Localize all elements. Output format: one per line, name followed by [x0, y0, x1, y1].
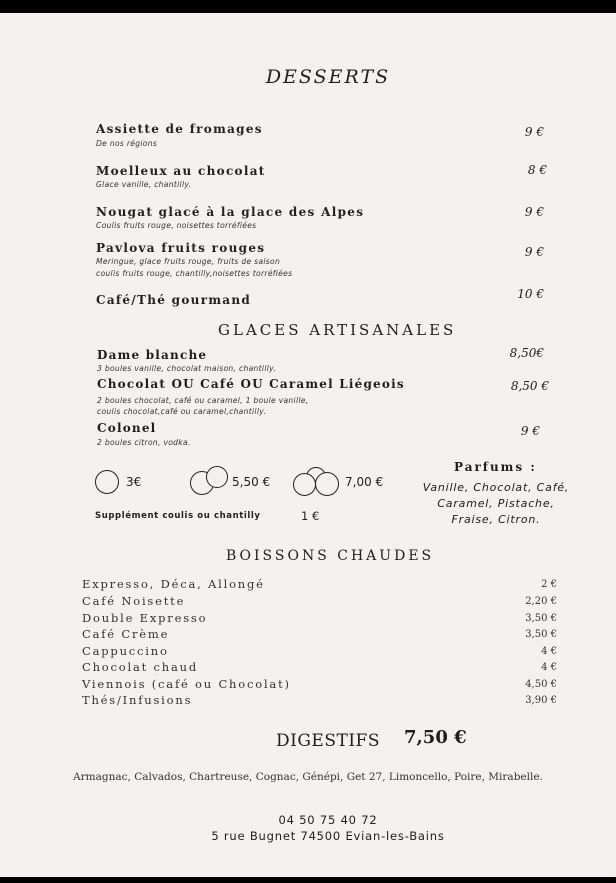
dessert-price: 9 € — [524, 125, 544, 139]
drink-name: Cappuccino — [82, 644, 169, 658]
boissons-title: BOISSONS CHAUDES — [226, 548, 435, 564]
parfums-line: Fraise, Citron. — [451, 513, 541, 526]
dessert-desc: Coulis fruits rouge, noisettes torréfiées — [96, 221, 257, 230]
dessert-name: Assiette de fromages — [96, 122, 263, 136]
drink-price: 2,20 € — [525, 596, 557, 607]
glace-name: Dame blanche — [97, 348, 208, 362]
contact-phone: 04 50 75 40 72 — [278, 813, 378, 827]
scoop-price: 3€ — [126, 475, 142, 489]
dessert-price: 8 € — [527, 163, 547, 177]
drink-price: 2 € — [541, 579, 557, 590]
drink-price: 3,90 € — [525, 695, 557, 706]
dessert-desc: Meringue, glace fruits rouge, fruits de saison — [96, 257, 281, 266]
dessert-price: 10 € — [517, 287, 544, 301]
glace-name: Colonel — [97, 421, 157, 435]
drink-price: 4,50 € — [525, 679, 557, 690]
digestifs-price: 7,50 € — [404, 727, 467, 748]
drink-name: Expresso, Déca, Allongé — [82, 577, 265, 591]
glace-desc: 2 boules citron, vodka. — [97, 438, 191, 447]
glace-desc: coulis chocolat,café ou caramel,chantilly. — [97, 407, 267, 416]
parfums-line: Caramel, Pistache, — [437, 497, 555, 510]
dessert-desc: Glace vanille, chantilly. — [96, 180, 192, 189]
scoop-price: 7,00 € — [345, 475, 384, 489]
dessert-name: Pavlova fruits rouges — [96, 241, 266, 255]
drink-name: Viennois (café ou Chocolat) — [82, 677, 291, 691]
drink-name: Café Noisette — [82, 594, 186, 608]
drink-name: Thés/Infusions — [82, 693, 193, 707]
top-border — [0, 0, 616, 13]
digestifs-list: Armagnac, Calvados, Chartreuse, Cognac, Génépi, Get 27, Limoncello, Poire, Mirabelle. — [73, 771, 543, 783]
dessert-name: Nougat glacé à la glace des Alpes — [96, 205, 365, 219]
drink-price: 3,50 € — [525, 613, 557, 624]
glace-price: 8,50 € — [510, 379, 549, 393]
supplement-label: Supplément coulis ou chantilly — [95, 511, 261, 521]
glace-name: Chocolat OU Café OU Caramel Liégeois — [97, 377, 405, 391]
drink-price: 4 € — [541, 662, 557, 673]
drink-price: 3,50 € — [525, 629, 557, 640]
digestifs-title: DIGESTIFS — [276, 731, 380, 751]
glace-desc: 3 boules vanille, chocolat maison, chantilly. — [97, 364, 277, 373]
parfums-title: Parfums : — [454, 460, 537, 474]
scoop-price: 5,50 € — [232, 475, 271, 489]
glace-price: 9 € — [520, 424, 540, 438]
drink-name: Chocolat chaud — [82, 660, 198, 674]
drink-price: 4 € — [541, 646, 557, 657]
glace-desc: 2 boules chocolat, café ou caramel, 1 boule vanille, — [97, 396, 309, 405]
drink-name: Double Expresso — [82, 611, 208, 625]
dessert-desc: coulis fruits rouge, chantilly,noisettes torréfiées — [96, 269, 293, 278]
contact-address: 5 rue Bugnet 74500 Evian-les-Bains — [211, 829, 445, 843]
parfums-line: Vanille, Chocolat, Café, — [422, 481, 570, 494]
dessert-name: Moelleux au chocolat — [96, 164, 266, 178]
dessert-price: 9 € — [524, 245, 544, 259]
dessert-name: Café/Thé gourmand — [96, 293, 252, 307]
supplement-price: 1 € — [301, 509, 320, 523]
dessert-price: 9 € — [524, 205, 544, 219]
drink-name: Café Crème — [82, 627, 170, 641]
scoop-icon — [293, 473, 316, 496]
bottom-border — [0, 877, 616, 883]
scoop-icon — [206, 466, 228, 488]
dessert-desc: De nos régions — [96, 139, 158, 148]
glaces-title: GLACES ARTISANALES — [218, 321, 457, 339]
glace-price: 8,50€ — [509, 346, 544, 360]
scoop-icon — [95, 470, 119, 494]
desserts-title: DESSERTS — [265, 66, 391, 88]
scoop-icon — [315, 472, 339, 496]
